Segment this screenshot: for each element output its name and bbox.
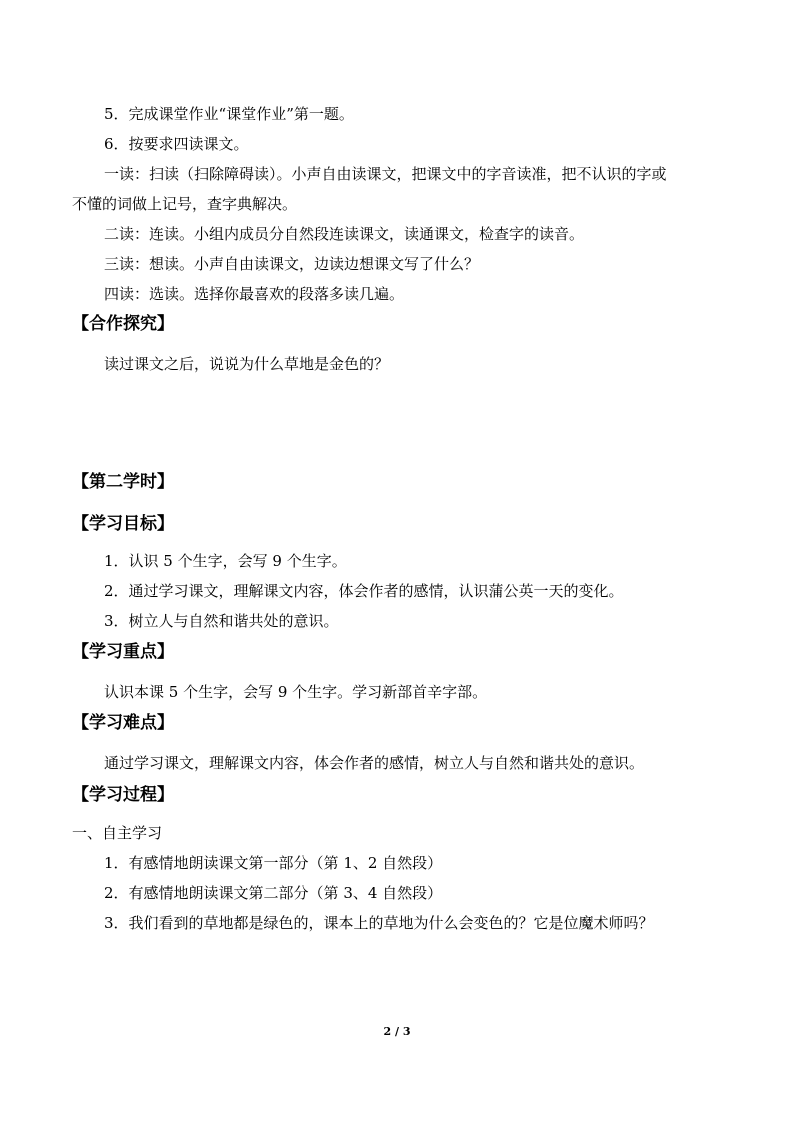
section-heading-cooperative-inquiry: 【合作探究】 [72,314,174,334]
step-5-text: 5．完成课堂作业“课堂作业”第一题。 [104,105,354,123]
goal-3-text: 3．树立人与自然和谐共处的意识。 [104,612,339,630]
step-6-text: 6．按要求四读课文。 [104,135,249,153]
goal-2-text: 2．通过学习课文，理解课文内容，体会作者的感情，认识蒲公英一天的变化。 [104,582,624,600]
difficulties-text: 通过学习课文，理解课文内容，体会作者的感情，树立人与自然和谐共处的意识。 [104,754,645,772]
key-points-text: 认识本课 5 个生字，会写 9 个生字。学习新部首辛字部。 [104,683,488,701]
self-study-title: 一、自主学习 [72,824,163,842]
inquiry-question-text: 读过课文之后，说说为什么草地是金色的？ [104,355,390,373]
read-3-text: 三读：想读。小声自由读课文，边读边想课文写了什么？ [104,255,480,273]
self-study-item-1: 1．有感情地朗读课文第一部分（第 1、2 自然段） [104,854,443,872]
read-1-continued-text: 不懂的词做上记号，查字典解决。 [72,195,298,213]
read-2-text: 二读：连读。小组内成员分自然段连读课文，读通课文，检查字的读音。 [104,225,585,243]
self-study-item-2: 2．有感情地朗读课文第二部分（第 3、4 自然段） [104,884,443,902]
read-4-text: 四读：选读。选择你最喜欢的段落多读几遍。 [104,285,405,303]
section-heading-second-lesson: 【第二学时】 [72,472,174,492]
section-heading-key-points: 【学习重点】 [72,642,174,662]
page-number: 2 / 3 [383,1025,411,1038]
section-heading-difficulties: 【学习难点】 [72,713,174,733]
section-heading-learning-goals: 【学习目标】 [72,514,174,534]
goal-1-text: 1．认识 5 个生字，会写 9 个生字。 [104,552,347,570]
read-1-text: 一读：扫读（扫除障碍读）。小声自由读课文，把课文中的字音读准，把不认识的字或 [104,165,667,183]
self-study-item-3: 3．我们看到的草地都是绿色的，课本上的草地为什么会变色的？它是位魔术师吗？ [104,914,654,932]
section-heading-learning-process: 【学习过程】 [72,785,174,805]
